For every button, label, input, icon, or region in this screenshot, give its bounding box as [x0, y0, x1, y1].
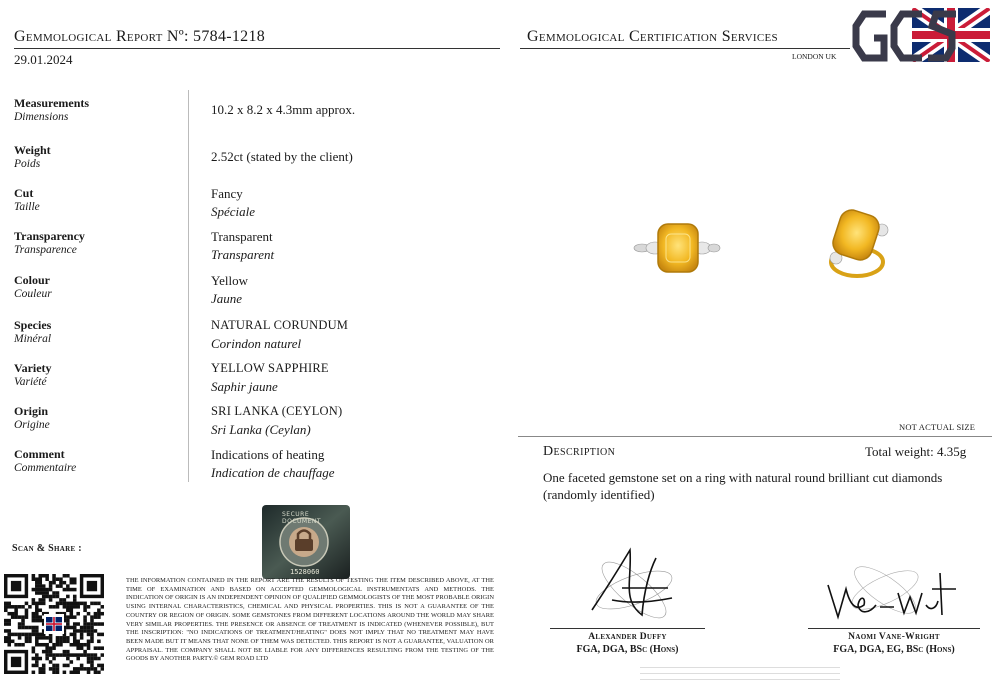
- total-weight: Total weight: 4.35g: [865, 444, 967, 459]
- field-label: Weight: [14, 143, 51, 157]
- signature-line-duffy: [550, 628, 705, 629]
- gcs-logo: [852, 4, 992, 66]
- signatory-name-duffy: Alexander Duffy: [588, 632, 667, 642]
- field-value: SRI LANKA (CEYLON): [211, 404, 343, 418]
- field-divider: [188, 90, 189, 482]
- header-rule-left: [14, 48, 500, 49]
- field-label: Transparency: [14, 229, 85, 243]
- disclaimer-text: THE INFORMATION CONTAINED IN THE REPORT ARE THE RESULTS OF TESTING THE ITEM DESCRIBED ABOVE, AT THE TIME OF EXAMINATION AND BASED ON ACCEPTED GEMMOLOGICAL INSTRUMENTATS AND METHODS. THE INDICATION OF ORIGIN IS AN INDEPENDENT OPINION OF QUALIFIED GEMMOLOGISTS OF THE MOST PROBABLE ORIGIN USING INTERNAL CHARACTERISTICS, CHEMICAL AND PHYSICAL PROPERTIES. THIS IS NOT A GUARANTEE OF THE COUNTRY OR REGION OF ORIGIN. SOME GEMSTONES FROM DIFFERENT LOCATIONS AROUND THE WORLD MAY SHARE VERY SIMILAR PROPERTIES. THE PRESENCE OR ABSENCE OF TREATMENT IS INDICATED (WHENEVER POSSIBLE), BUT THE INSCRIPTION: "NO INDICATIONS OF TREATMENT/HEATING" DOES NOT IMPLY THAT NO TREATMENT MAY HAVE BEEN MADE BUT IT MEANS THAT NONE OF THEM WAS DETECTED. THIS REPORT IS NOT A GUARANTEE, VALUATION OR APPRAISAL. THE COMPANY SHALL NOT BE LIABLE FOR ANY DIFFERENCES RESULTING FROM THE TESTING OF THE GOODS BY ANOTHER PARTY.© GEM ROAD LTD: [126, 577, 494, 663]
- field-value: Indications of heating: [211, 447, 325, 462]
- hologram-serial: 1528060: [290, 568, 320, 576]
- header-rule-right: [520, 48, 850, 49]
- qr-code-icon: [4, 574, 104, 674]
- company-name: Gemmological Certification Services: [527, 28, 778, 45]
- field-label-fr: Dimensions: [14, 111, 69, 123]
- company-location: LONDON UK: [792, 52, 837, 61]
- description-heading: Description: [543, 444, 616, 459]
- not-actual-size-note: NOT ACTUAL SIZE: [899, 422, 976, 432]
- field-label: Comment: [14, 447, 65, 461]
- handwritten-signature-icon: [820, 545, 970, 630]
- field-value: YELLOW SAPPHIRE: [211, 361, 329, 375]
- ring-photo: [620, 200, 920, 290]
- signature-duffy: [572, 540, 702, 630]
- field-label-fr: Minéral: [14, 333, 52, 345]
- field-value-fr: Saphir jaune: [211, 379, 278, 394]
- report-title: Gemmological Report Nº: 5784-1218: [14, 28, 266, 45]
- description-rule: [518, 436, 992, 437]
- field-value: Yellow: [211, 273, 248, 288]
- logo-text: [852, 4, 854, 5]
- qr-code[interactable]: [4, 574, 104, 674]
- field-label-fr: Taille: [14, 201, 40, 213]
- hologram-text: SECURE DOCUMENT: [282, 511, 322, 525]
- field-label-fr: Poids: [14, 158, 41, 170]
- hologram-seal: [262, 505, 350, 579]
- scan-share-label: Scan & Share :: [12, 543, 82, 554]
- field-value: Transparent: [211, 229, 273, 244]
- field-value-fr: Transparent: [211, 247, 275, 262]
- field-value-fr: Indication de chauffage: [211, 465, 335, 480]
- field-value: 2.52ct (stated by the client): [211, 149, 353, 164]
- field-label-fr: Commentaire: [14, 462, 77, 474]
- field-value: Fancy: [211, 186, 243, 201]
- field-label-fr: Transparence: [14, 244, 77, 256]
- field-label: Measurements: [14, 96, 90, 110]
- field-label-fr: Variété: [14, 376, 47, 388]
- signatory-name-vane-wright: Naomi Vane-Wright: [848, 632, 940, 642]
- signatory-quals-vane-wright: FGA, DGA, EG, BSc (Hons): [833, 644, 955, 655]
- field-value-fr: Spéciale: [211, 204, 256, 219]
- signature-vane-wright: [820, 545, 970, 630]
- faint-security-text: [640, 664, 840, 688]
- field-value-fr: Corindon naturel: [211, 336, 302, 351]
- field-label: Cut: [14, 186, 34, 200]
- field-label: Origin: [14, 404, 49, 418]
- field-label-fr: Origine: [14, 419, 50, 431]
- field-value-fr: Sri Lanka (Ceylan): [211, 422, 311, 437]
- field-value-fr: Jaune: [211, 291, 243, 306]
- report-date: 29.01.2024: [14, 52, 73, 67]
- field-value: 10.2 x 8.2 x 4.3mm approx.: [211, 102, 356, 117]
- field-label: Species: [14, 318, 52, 332]
- description-text: One faceted gemstone set on a ring with natural round brilliant cut diamonds (randomly identified): [543, 470, 943, 502]
- union-jack-flag-icon: [852, 4, 992, 66]
- field-label: Colour: [14, 273, 50, 287]
- handwritten-signature-icon: [572, 540, 702, 630]
- field-label-fr: Couleur: [14, 288, 52, 300]
- signatory-quals-duffy: FGA, DGA, BSc (Hons): [576, 644, 679, 655]
- field-label: Variety: [14, 361, 52, 375]
- ring-front-view-image: [620, 200, 920, 290]
- signature-line-vane-wright: [808, 628, 980, 629]
- field-value: NATURAL CORUNDUM: [211, 318, 349, 332]
